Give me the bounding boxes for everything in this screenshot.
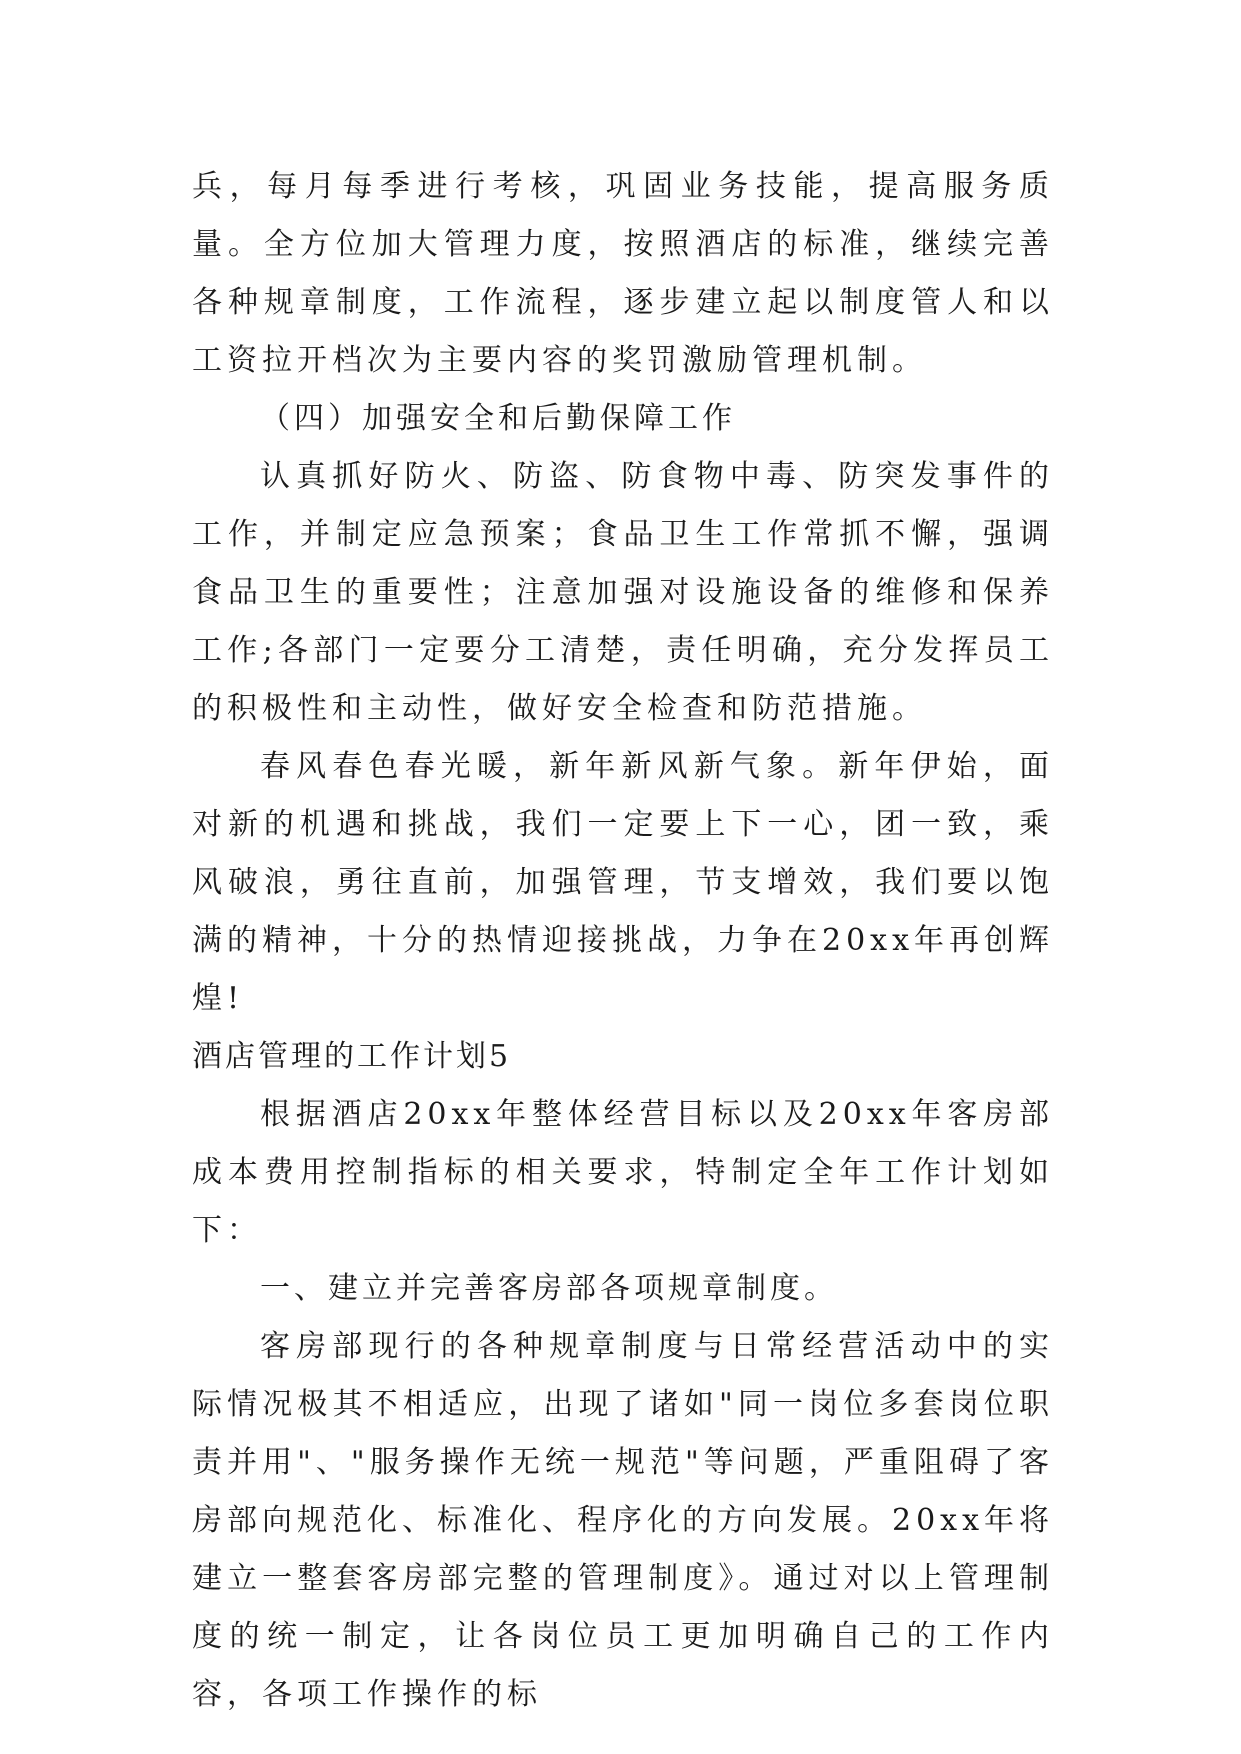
paragraph-rules: 客房部现行的各种规章制度与日常经营活动中的实际情况极其不相适应，出现了诸如"同一岗位多套岗位职责并用"、"服务操作无统一规范"等问题，严重阻碍了客房部向规范化、标准化、程序化的方向发展。20xx年将建立一整套客房部完整的管理制度》。通过对以上管理制度的统一制定，让各岗位员工更加明确自己的工作内容，各项工作操作的标 — [192, 1329, 1055, 1712]
document-title: 酒店管理的工作计划5 — [192, 1039, 512, 1074]
paragraph-new-year: 春风春色春光暖，新年新风新气象。新年伊始，面对新的机遇和挑战，我们一定要上下一心，团一致，乘风破浪，勇往直前，加强管理，节支增效，我们要以饱满的精神，十分的热情迎接挑战，力争在20xx年再创辉煌! — [192, 749, 1055, 1016]
paragraph-continuation: 兵，每月每季进行考核，巩固业务技能，提高服务质量。全方位加大管理力度，按照酒店的标准，继续完善各种规章制度，工作流程，逐步建立起以制度管人和以工资拉开档次为主要内容的奖罚激励管理机制。 — [192, 169, 1054, 378]
section-heading-rules: 一、建立并完善客房部各项规章制度。 — [260, 1271, 838, 1306]
document-body — [192, 158, 1054, 1724]
paragraph-intro: 根据酒店20xx年整体经营目标以及20xx年客房部成本费用控制指标的相关要求，特制定全年工作计划如下： — [192, 1097, 1054, 1248]
section-heading-safety: （四）加强安全和后勤保障工作 — [260, 401, 736, 436]
paragraph-safety: 认真抓好防火、防盗、防食物中毒、防突发事件的工作，并制定应急预案；食品卫生工作常抓不懈，强调食品卫生的重要性；注意加强对设施设备的维修和保养工作;各部门一定要分工清楚，责任明确，充分发挥员工的积极性和主动性，做好安全检查和防范措施。 — [192, 459, 1054, 726]
